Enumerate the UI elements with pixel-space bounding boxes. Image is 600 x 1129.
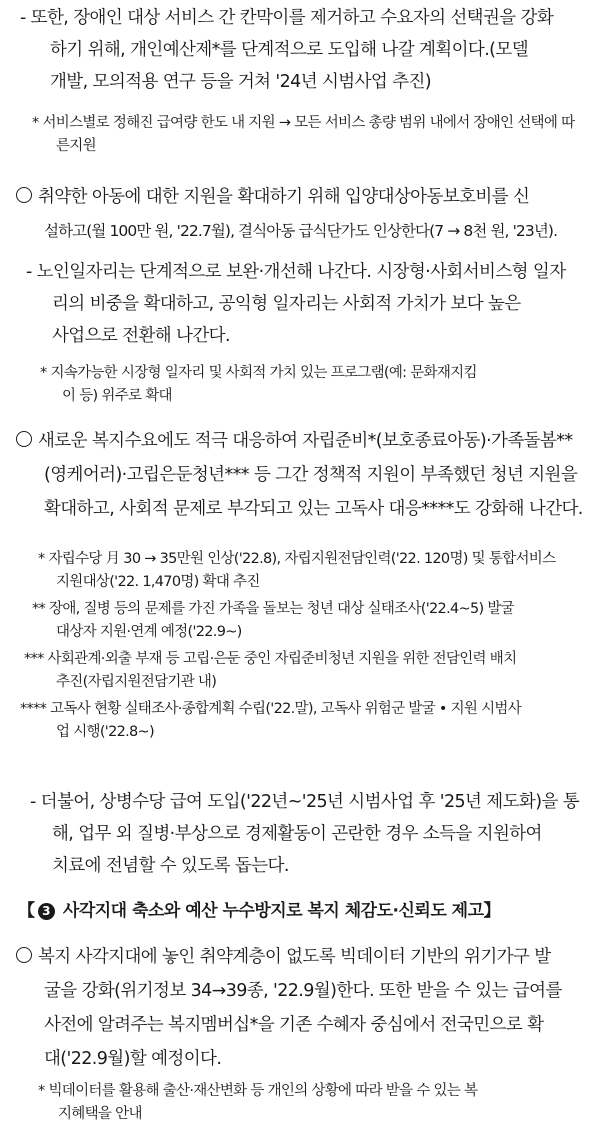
footnote-line: 지혜택을 안내 (58, 1106, 142, 1122)
footnote-line: 이 등) 위주로 확대 (62, 388, 172, 404)
circle-bullet-icon (16, 187, 32, 203)
text-line: 치료에 전념할 수 있도록 돕는다. (52, 856, 289, 876)
footnote-line: 업 시행('22.8~) (56, 724, 154, 740)
text-line: 개발, 모의적용 연구 등을 거쳐 '24년 시범사업 추진) (50, 72, 432, 92)
footnote-senior-jobs (0, 362, 600, 408)
section-number-badge: 3 (38, 903, 55, 920)
text-line: 사전에 알려주는 복지멤버십*을 기존 수혜자 중심에서 전국민으로 확 (44, 1015, 544, 1035)
footnote-line: *** 사회관계·외출 부재 등 고립·은둔 중인 자립준비청년 지원을 위한 전담인력 배치 (24, 651, 517, 667)
text-line: - 또한, 장애인 대상 서비스 간 칸막이를 제거하고 수요자의 선택권을 강화 (20, 8, 554, 28)
paragraph-blind-spot (0, 940, 600, 1076)
footnote-line: * 자립수당 月 30 → 35만원 인상('22.8), 자립지원전담인력('22. 120명) 및 통합서비스 (38, 551, 556, 567)
footnote-line: 지원대상('22. 1,470명) 확대 추진 (56, 574, 260, 590)
text-line: 사업으로 전환해 나간다. (52, 326, 230, 346)
text-line: 취약한 아동에 대한 지원을 확대하기 위해 입양대상아동보호비를 신 (38, 187, 530, 207)
paragraph-new-welfare-needs (0, 424, 600, 526)
text-line: - 더불어, 상병수당 급여 도입('22년~'25년 시범사업 후 '25년 제도화)을 통 (30, 792, 580, 812)
footnote-line: * 서비스별로 정해진 급여량 한도 내 지원 → 모든 서비스 총량 범위 내에서 장애인 선택에 따 (32, 115, 575, 131)
paragraph-child-support (0, 180, 600, 248)
header-close-bracket: 】 (483, 901, 501, 921)
circle-bullet-icon (16, 947, 32, 963)
footnote-line: 른지원 (56, 138, 96, 154)
footnote-line: * 지속가능한 시장형 일자리 및 사회적 가치 있는 프로그램(예: 문화재지킴 (40, 365, 477, 381)
footnote-line: 추진(자립지원전담기관 내) (56, 674, 217, 690)
paragraph-sickness-allowance (0, 786, 600, 882)
text-line: 해, 업무 외 질병·부상으로 경제활동이 곤란한 경우 소득을 지원하여 (52, 824, 542, 844)
footnotes-youth-support (0, 548, 600, 744)
text-line: 리의 비중을 확대하고, 공익형 일자리는 사회적 가치가 보다 높은 (52, 294, 521, 314)
section-title: 사각지대 축소와 예산 누수방지로 복지 체감도·신뢰도 제고 (57, 901, 484, 921)
text-line: 하기 위해, 개인예산제*를 단계적으로 도입해 나갈 계획이다.(모델 (50, 40, 529, 60)
paragraph-senior-jobs (0, 256, 600, 352)
footnote-bigdata (0, 1080, 600, 1126)
paragraph-disability-budget (0, 2, 600, 98)
footnote-line: * 빅데이터를 활용해 출산·재산변화 등 개인의 상황에 따라 받을 수 있는 복 (38, 1083, 478, 1099)
footnote-line: **** 고독사 현황 실태조사·종합계획 수립('22.말), 고독사 위험군 발굴 • 지원 시범사 (20, 701, 522, 717)
text-line: 복지 사각지대에 놓인 취약계층이 없도록 빅데이터 기반의 위기가구 발 (38, 947, 551, 967)
text-line: 설하고(월 100만 원, '22.7월), 결식아동 급식단가도 인상한다(7 → 8천 원, '23년). (44, 222, 558, 240)
footnote-disability (0, 112, 600, 158)
text-line: 새로운 복지수요에도 적극 대응하여 자립준비*(보호종료아동)·가족돌봄** (38, 431, 573, 451)
text-line: 굴을 강화(위기정보 34→39종, '22.9월)한다. 또한 받을 수 있는 급여를 (44, 981, 562, 1001)
section-header (0, 898, 600, 924)
text-line: 대('22.9월)할 예정이다. (44, 1049, 222, 1069)
footnote-line: 대상자 지원·연계 예정('22.9~) (56, 624, 242, 640)
text-line: - 노인일자리는 단계적으로 보완·개선해 나간다. 시장형·사회서비스형 일자 (26, 262, 566, 282)
header-open-bracket: 【 (18, 901, 35, 921)
text-line: 확대하고, 사회적 문제로 부각되고 있는 고독사 대응****도 강화해 나간다. (44, 499, 583, 519)
footnote-line: ** 장애, 질병 등의 문제를 가진 가족을 돌보는 청년 대상 실태조사('22.4~5) 발굴 (32, 601, 514, 617)
text-line: (영케어러)·고립은둔청년*** 등 그간 정책적 지원이 부족했던 청년 지원을 (44, 465, 578, 485)
circle-bullet-icon (16, 431, 32, 447)
